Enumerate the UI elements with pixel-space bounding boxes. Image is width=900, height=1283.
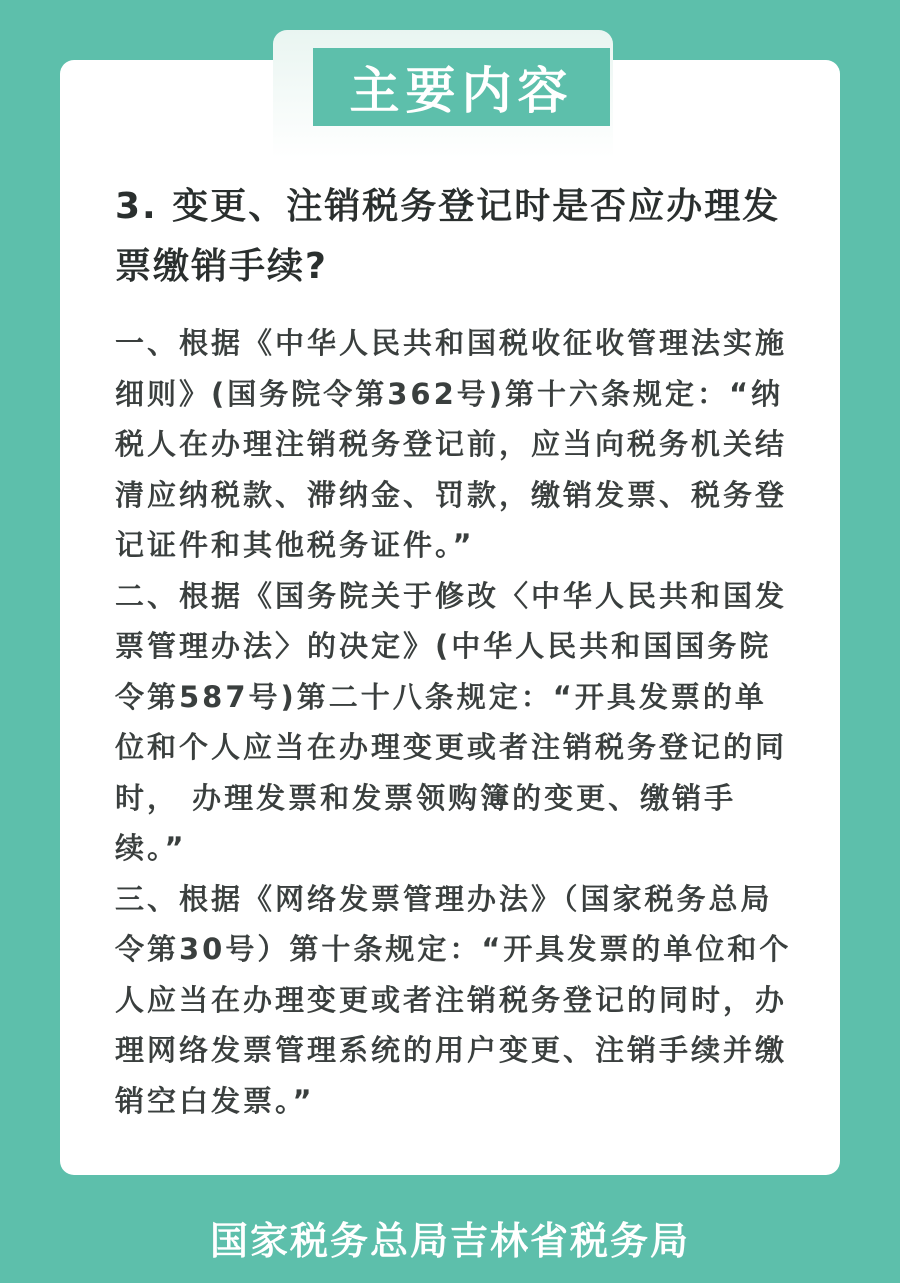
answer-body <box>115 318 795 1126</box>
question-title: 3. 变更、注销税务登记时是否应办理发票缴销手续? <box>115 186 781 287</box>
answer-paragraph-1: 一、根据《中华人民共和国税收征收管理法实施细则》(国务院令第362号)第十六条规定：“纳税人在办理注销税务登记前，应当向税务机关结清应纳税款、滞纳金、罚款，缴销发票、税务登记证件和其他税务证件。” <box>115 326 788 562</box>
answer-paragraph-3: 三、根据《网络发票管理办法》（国家税务总局令第30号）第十条规定：“开具发票的单位和个人应当在办理变更或者注销税务登记的同时，办理网络发票管理系统的用户变更、注销手续并缴销空白发票。” <box>115 881 792 1118</box>
answer-paragraph-2: 二、根据《国务院关于修改〈中华人民共和国发票管理办法〉的决定》(中华人民共和国国务院令第587号)第二十八条规定：“开具发票的单位和个人应当在办理变更或者注销税务登记的同时， 办理发票和发票领购簿的变更、缴销手续。” <box>115 578 788 865</box>
header-tab <box>313 48 610 126</box>
header-tab-label: 主要内容 <box>349 62 574 120</box>
footer-organization: 国家税务总局吉林省税务局 <box>209 1219 690 1263</box>
